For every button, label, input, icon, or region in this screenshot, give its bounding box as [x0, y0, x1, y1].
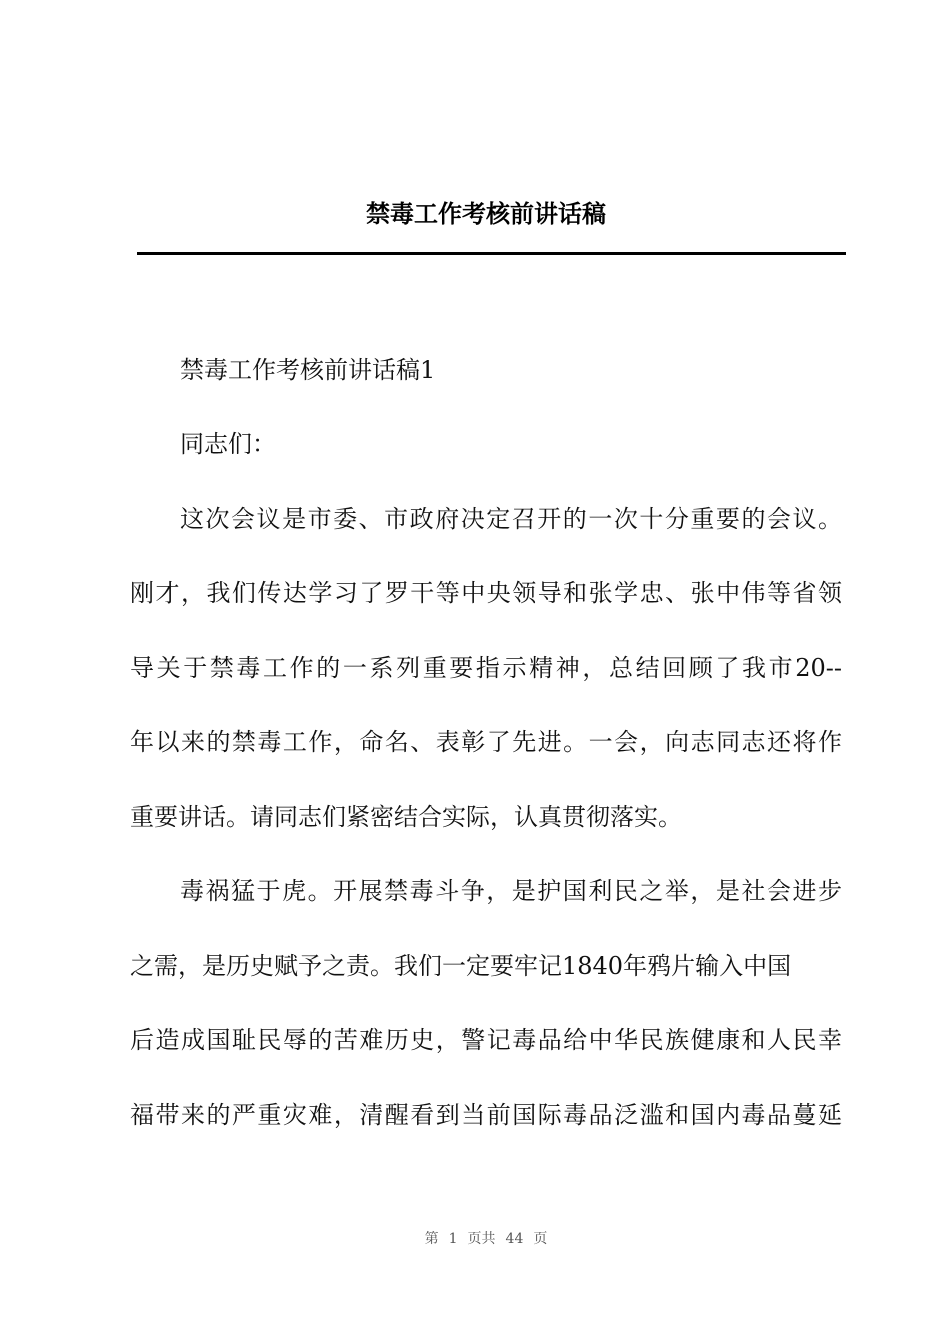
footer-total-pages: 44 [505, 1231, 524, 1247]
page-footer [0, 1229, 950, 1249]
title-underline [137, 252, 846, 255]
paragraph-1-line-1: 这次会议是市委、市政府决定召开的一次十分重要的会议。 [180, 505, 842, 533]
paragraph-2-line-3: 后造成国耻民辱的苦难历史，警记毒品给中华民族健康和人民幸 [130, 1026, 842, 1054]
paragraph-1-line-2: 刚才，我们传达学习了罗干等中央领导和张学忠、张中伟等省领 [130, 579, 842, 607]
footer-middle: 页共 [467, 1231, 496, 1247]
salutation: 同志们： [180, 430, 276, 458]
paragraph-2-line-1: 毒祸猛于虎。开展禁毒斗争，是护国利民之举，是社会进步 [180, 877, 842, 905]
footer-suffix: 页 [533, 1231, 548, 1247]
document-title: 禁毒工作考核前讲话稿 [366, 200, 606, 228]
paragraph-2-line-4: 福带来的严重灾难，清醒看到当前国际毒品泛滥和国内毒品蔓延 [130, 1101, 842, 1129]
footer-page-number: 1 [448, 1231, 458, 1247]
paragraph-1-line-4: 年以来的禁毒工作，命名、表彰了先进。一会，向志同志还将作 [130, 728, 842, 756]
paragraph-1-line-3: 导关于禁毒工作的一系列重要指示精神，总结回顾了我市20-- [130, 654, 842, 682]
footer-prefix: 第 [424, 1231, 439, 1247]
paragraph-1-line-5: 重要讲话。请同志们紧密结合实际，认真贯彻落实。 [130, 803, 682, 831]
paragraph-2-line-2: 之需，是历史赋予之责。我们一定要牢记1840年鸦片输入中国 [130, 952, 792, 980]
section-subheading: 禁毒工作考核前讲话稿1 [180, 356, 436, 384]
